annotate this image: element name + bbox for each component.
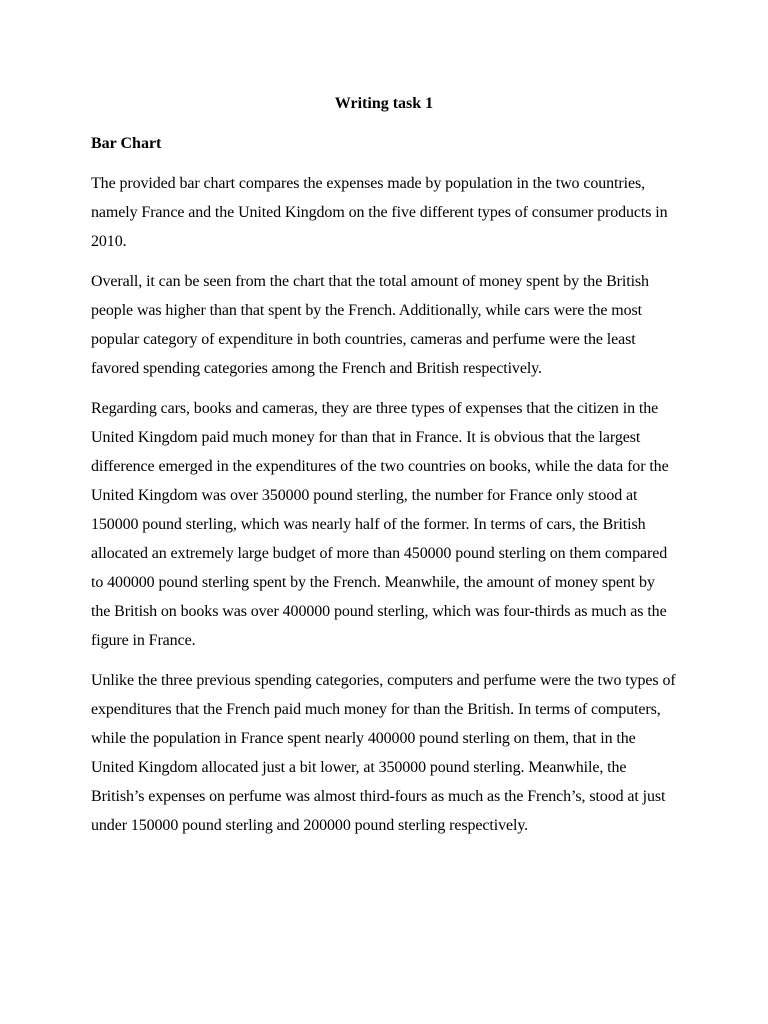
paragraph-introduction: The provided bar chart compares the expenses made by population in the two countries, namely France and the United Kingdom on the five different types of consumer products in 2010. [91,175,668,250]
paragraph-body-1: Regarding cars, books and cameras, they are three types of expenses that the citizen in the United Kingdom paid much money for than that in France. It is obvious that the largest difference emerged in the expenditures of the two countries on books, while the data for the United Kingdom was over 350000 pound sterling, the number for France only stood at 150000 pound sterling, which was nearly half of the former. In terms of cars, the British allocated an extremely large budget of more than 450000 pound sterling on them compared to 400000 pound sterling spent by the French. Meanwhile, the amount of money spent by the British on books was over 400000 pound sterling, which was four-thirds as much as the figure in France. [91,400,669,649]
paragraph-body-2: Unlike the three previous spending categories, computers and perfume were the two types of expenditures that the French paid much money for than the British. In terms of computers, while the population in France spent nearly 400000 pound sterling on them, that in the United Kingdom allocated just a bit lower, at 350000 pound sterling. Meanwhile, the British’s expenses on perfume was almost third-fours as much as the French’s, stood at just under 150000 pound sterling and 200000 pound sterling respectively. [91,672,676,834]
paragraph-overview: Overall, it can be seen from the chart that the total amount of money spent by the British people was higher than that spent by the French. Additionally, while cars were the most popular category of expenditure in both countries, cameras and perfume were the least favored spending categories among the French and British respectively. [91,273,649,377]
document-body [91,89,677,840]
section-heading: Bar Chart [91,135,162,152]
document-title: Writing task 1 [334,95,434,112]
